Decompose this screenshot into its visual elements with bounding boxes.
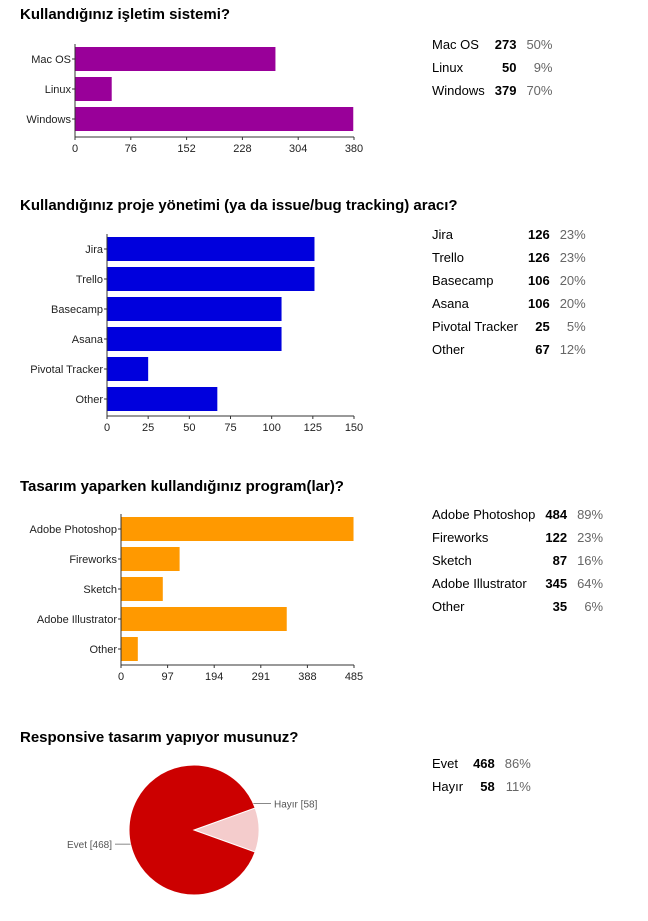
stats-count: 273 [494,37,517,52]
x-tick-label: 150 [344,422,364,434]
stats-label: Windows [432,83,485,98]
stats-percent: 64% [577,576,604,591]
stats-percent: 23% [559,250,586,265]
x-tick-label: 0 [117,671,125,683]
x-tick-label: 125 [303,422,323,434]
category-label: Basecamp [51,304,103,316]
stats-count: 484 [545,507,568,522]
category-label: Other [89,644,117,656]
x-tick-label: 25 [142,422,155,434]
stats-label: Pivotal Tracker [432,319,518,334]
x-tick-label: 0 [71,143,79,155]
category-label: Linux [44,84,71,96]
stats-percent: 23% [559,227,586,242]
x-tick-label: 50 [183,422,196,434]
x-tick-label: 0 [103,422,111,434]
category-label: Pivotal Tracker [30,364,103,376]
stats-count: 50 [501,60,517,75]
pie-label-hayir: Hayır [58] [274,799,318,811]
stats-percent: 16% [577,553,604,568]
x-tick-label: 152 [177,143,196,155]
stats-label: Basecamp [432,273,494,288]
category-label: Adobe Photoshop [29,524,117,536]
x-tick-label: 194 [205,671,224,683]
x-tick-label: 291 [251,671,270,683]
category-label: Windows [26,114,71,126]
stats-count: 67 [535,342,550,357]
chart-title: Kullandığınız işletim sistemi? [20,6,231,23]
x-tick-label: 97 [161,671,174,683]
stats-label: Other [432,599,465,614]
stats-label: Hayır [432,779,464,794]
stats-label: Asana [432,296,469,311]
stats-percent: 23% [577,530,604,545]
stats-label: Jira [432,227,453,242]
stats-percent: 5% [566,319,586,334]
stats-count: 468 [473,756,495,771]
stats-label: Adobe Illustrator [432,576,527,591]
chart-title: Tasarım yaparken kullandığınız program(lar)? [20,478,344,495]
stats-label: Trello [432,250,465,265]
stats-count: 126 [527,227,550,242]
x-tick-label: 76 [124,143,137,155]
category-label: Asana [71,334,103,346]
stats-count: 87 [552,553,568,568]
stats-label: Other [432,342,465,357]
stats-percent: 6% [584,599,604,614]
pie-label-evet: Evet [468] [66,840,112,852]
stats-count: 58 [480,779,495,794]
stats-label: Fireworks [432,530,489,545]
category-label: Fireworks [69,554,117,566]
stats-label: Sketch [432,553,472,568]
stats-percent: 20% [559,273,586,288]
x-tick-label: 100 [262,422,281,434]
stats-count: 122 [545,530,568,545]
category-label: Mac OS [31,54,71,66]
stats-label: Adobe Photoshop [432,507,536,522]
category-label: Jira [85,244,103,256]
x-tick-label: 380 [344,143,364,155]
stats-count: 379 [494,83,517,98]
x-tick-label: 75 [224,422,237,434]
category-label: Trello [75,274,103,286]
stats-count: 25 [535,319,550,334]
stats-row [432,775,531,798]
stats-percent: 11% [505,779,531,794]
stats-count: 345 [545,576,568,591]
stats-percent: 70% [526,83,553,98]
stats-count: 106 [527,296,550,311]
stats-percent: 50% [526,37,553,52]
category-label: Sketch [83,584,117,596]
chart-title: Kullandığınız proje yönetimi (ya da issue/bug tracking) aracı? [20,197,458,214]
x-tick-label: 485 [344,671,364,683]
category-label: Adobe Illustrator [36,614,117,626]
stats-percent: 86% [504,756,531,771]
stats-percent: 12% [559,342,586,357]
stats-count: 35 [552,599,568,614]
stats-count: 106 [527,273,550,288]
category-label: Other [75,394,103,406]
stats-label: Mac OS [432,37,479,52]
x-tick-label: 388 [298,671,317,683]
stats-table-responsive [432,752,531,798]
stats-percent: 89% [577,507,604,522]
stats-label: Evet [432,756,459,771]
stats-count: 126 [527,250,550,265]
stats-label: Linux [432,60,464,75]
chart-title: Responsive tasarım yapıyor musunuz? [20,729,299,746]
x-tick-label: 228 [233,143,252,155]
stats-percent: 20% [559,296,586,311]
stats-percent: 9% [533,60,553,75]
x-tick-label: 304 [289,143,308,155]
stats-row [432,752,531,775]
